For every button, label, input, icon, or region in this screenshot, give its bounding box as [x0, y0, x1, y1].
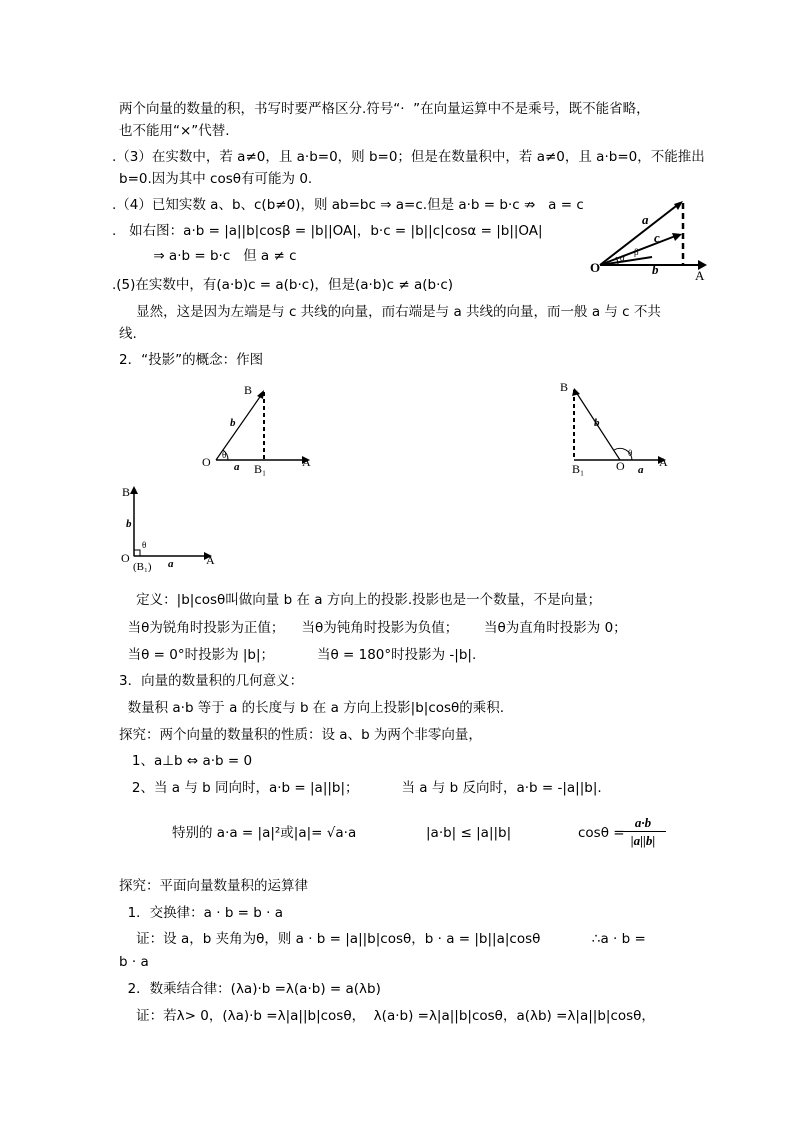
label-vector-a: a: [642, 212, 649, 227]
text-scalar-assoc-proof: 证：若λ> 0，(λa)·b =λ|a||b|cosθ， λ(a·b) =λ|a||b|cosθ，a(λb) =λ|a||b|cosθ，: [119, 1008, 655, 1024]
fraction-denominator: |a||b|: [630, 833, 656, 848]
text-property-2: 2、当 a 与 b 同向时，a·b = |a||b|； 当 a 与 b 反向时，a·b = -|a||b|.: [119, 780, 602, 796]
text-geometric-meaning: 数量积 a·b 等于 a 的长度与 b 在 a 方向上投影|b|cosθ的乘积.: [119, 700, 505, 716]
vector-a: [600, 203, 680, 265]
label-vector-c: c: [654, 230, 660, 245]
text-angle-cases: 当θ为锐角时投影为正值； 当θ为钝角时投影为负值； 当θ为直角时投影为 0；: [119, 620, 627, 636]
label-a-point: A: [302, 455, 311, 469]
label-vector-b: b: [652, 262, 659, 277]
label-o: O: [616, 459, 625, 473]
figure-obtuse-projection: [558, 378, 678, 478]
label-vector-a: a: [168, 558, 174, 570]
label-vector-a: a: [638, 464, 644, 476]
label-vector-a: a: [234, 461, 240, 473]
arrowhead-a: [674, 201, 683, 210]
arrowhead-c: [672, 233, 682, 241]
label-a-point: A: [659, 455, 668, 469]
text-line-1: 两个向量的数量的积，书写时要严格区分.符号“· ”在向量运算中不是乘号，既不能省略，: [119, 101, 650, 117]
text-commutative-proof-cont: b · a: [119, 954, 149, 970]
label-vector-b: b: [230, 417, 236, 429]
text-laws-heading: 探究：平面向量数量积的运算律: [119, 878, 308, 894]
text-line-10: 线.: [119, 326, 137, 342]
label-b1: B₁: [572, 462, 585, 476]
text-line-9: 显然，这是因为左端是与 c 共线的向量，而右端是与 a 共线的向量，而一般 a 与 c 不共: [119, 304, 661, 320]
label-b1: B₁: [254, 462, 267, 476]
section-3-heading: 3．向量的数量积的几何意义：: [119, 673, 304, 689]
figure-right-angle-projection: [118, 482, 228, 572]
label-b-point: B: [244, 383, 253, 397]
cos-fraction: [620, 814, 666, 849]
text-properties-heading: 探究：两个向量的数量积的性质：设 a、b 为两个非零向量，: [119, 727, 482, 743]
text-scalar-assoc-law: 2．数乘结合律：(λa)·b =λ(a·b) = a(λb): [119, 981, 381, 997]
label-alpha: α: [620, 253, 625, 263]
text-commutative-proof: 证：设 a，b 夹角为θ，则 a · b = |a||b|cosθ，b · a = |b||a|cosθ ∴a · b =: [119, 931, 646, 947]
label-theta: θ: [142, 540, 147, 550]
label-b-point: B: [122, 485, 131, 499]
label-o: O: [590, 260, 601, 275]
label-beta: β: [634, 247, 639, 257]
text-extreme-cases: 当θ = 0°时投影为 |b|； 当θ = 180°时投影为 -|b|.: [119, 647, 477, 663]
label-theta: θ: [222, 450, 227, 460]
label-o: O: [202, 455, 211, 469]
text-commutative-law: 1．交换律：a · b = b · a: [119, 905, 283, 921]
arrowhead-b: [130, 486, 138, 494]
label-a-point: A: [695, 268, 705, 283]
fraction-numerator: a·b: [620, 814, 666, 832]
label-vector-b: b: [594, 417, 600, 429]
label-b1: (B₁): [133, 561, 152, 572]
text-inequality: |a·b| ≤ |a||b|: [426, 825, 512, 841]
label-vector-b: b: [126, 518, 132, 530]
text-special-aa: 特别的 a·a = |a|²或|a|= √a·a: [172, 825, 357, 841]
label-b-point: B: [560, 380, 569, 394]
figure-acute-projection: [196, 378, 326, 478]
text-cos-theta: cosθ =: [578, 825, 625, 841]
text-line-8: .(5)在实数中，有(a·b)c = a(b·c)，但是(a·b)c ≠ a(b·c): [112, 277, 454, 293]
text-line-7: ⇒ a·b = b·c 但 a ≠ c: [119, 248, 297, 264]
text-line-2: 也不能用“×”代替.: [119, 123, 230, 139]
text-line-6: . 如右图：a·b = |a||b|cosβ = |b||OA|，b·c = |b||c|cosα = |b||OA|: [112, 223, 543, 239]
figure-vectors-abc: [590, 195, 710, 285]
text-line-4: b=0.因为其中 cosθ有可能为 0.: [119, 171, 313, 187]
label-o: O: [121, 551, 130, 565]
label-a-point: A: [206, 553, 215, 567]
text-definition: 定义：|b|cosθ叫做向量 b 在 a 方向上的投影.投影也是一个数量，不是向量；: [119, 592, 602, 608]
section-2-heading: 2．“投影”的概念：作图: [119, 352, 264, 368]
right-angle-mark: [134, 550, 140, 556]
label-theta: θ: [628, 448, 633, 458]
text-line-5: .（4）已知实数 a、b、c(b≠0)，则 ab=bc ⇒ a=c.但是 a·b = b·c ⇏ a = c: [112, 197, 584, 213]
text-line-3: .（3）在实数中，若 a≠0，且 a·b=0，则 b=0；但是在数量积中，若 a≠0，且 a·b=0，不能推出: [112, 149, 705, 165]
arrowhead-b: [257, 390, 264, 399]
text-property-1: 1、a⊥b ⇔ a·b = 0: [119, 753, 253, 769]
vector-c: [600, 235, 678, 265]
